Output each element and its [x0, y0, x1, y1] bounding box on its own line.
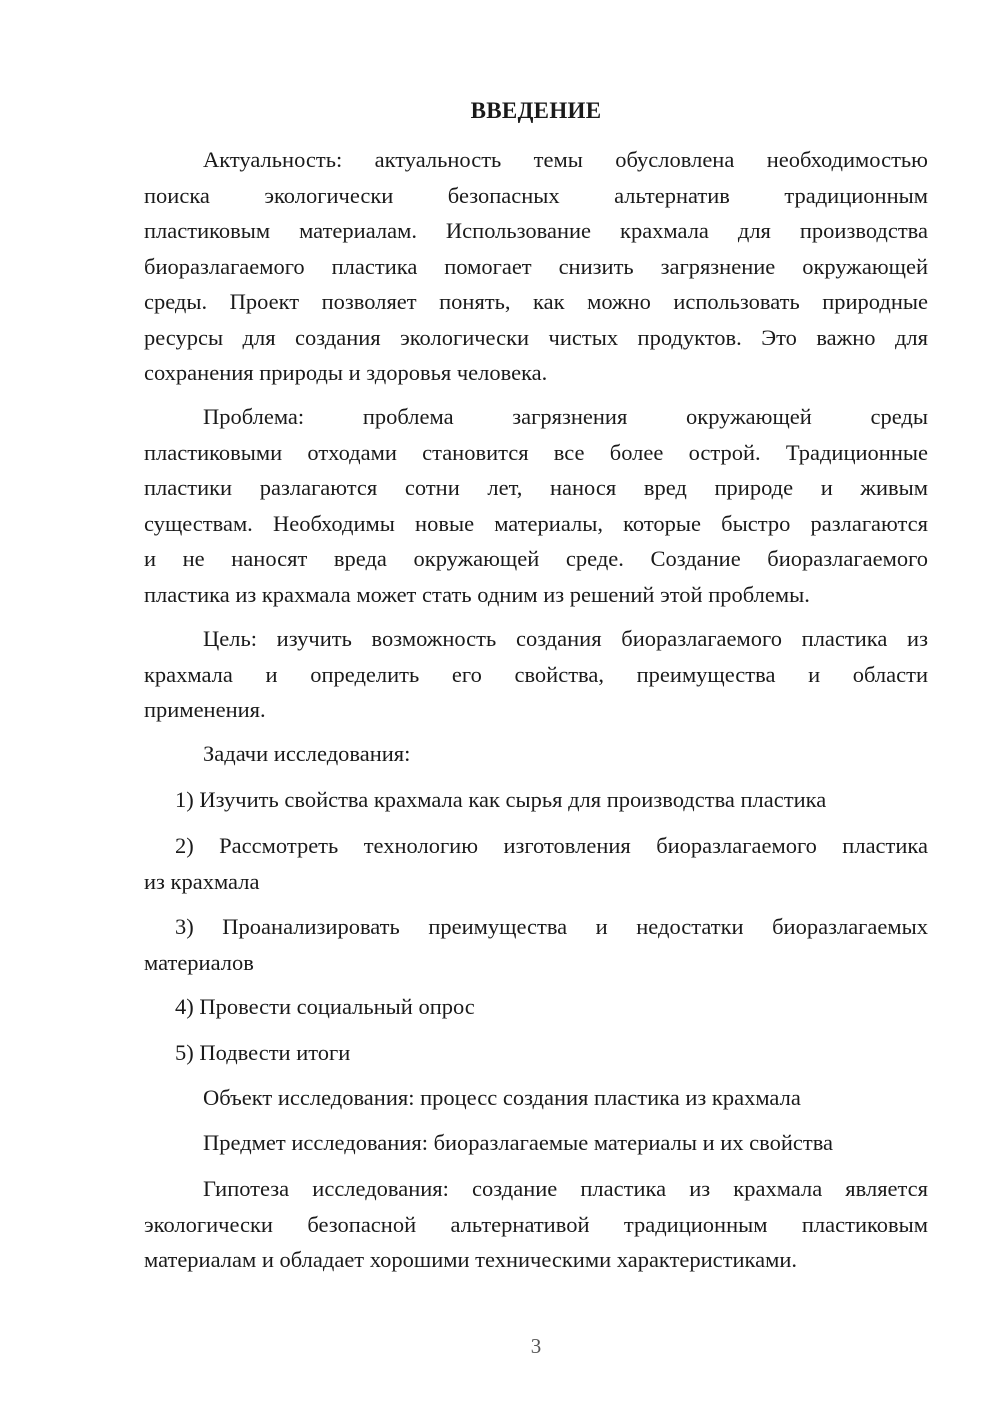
text-line: Цель: изучить возможность создания биоразлагаемого пластика из — [203, 626, 928, 651]
text-line: пластиковым материалам. Использование крахмала для производства — [144, 218, 928, 243]
text-line: 1) Изучить свойства крахмала как сырья для производства пластика — [175, 787, 827, 812]
task-item — [144, 909, 928, 980]
tasks-title — [144, 736, 928, 772]
text-line: экологически безопасной альтернативой традиционным пластиковым — [144, 1211, 928, 1237]
text-line: пластиковыми отходами становится все более острой. Традиционные — [144, 439, 928, 465]
text-line: 5) Подвести итоги — [175, 1040, 351, 1065]
text-line: крахмала и определить его свойства, преимущества и области — [144, 661, 928, 687]
text-line: 4) Провести социальный опрос — [175, 994, 475, 1019]
text-line: биоразлагаемого пластика помогает снизить загрязнение окружающей — [144, 253, 928, 279]
text-line: пластики разлагаются сотни лет, нанося вред природе и живым — [144, 475, 928, 500]
page-number: 3 — [530, 1334, 542, 1358]
text-line: 2) Рассмотреть технологию изготовления биоразлагаемого пластика — [175, 833, 928, 858]
relevance-paragraph — [144, 142, 928, 391]
hypothesis-paragraph — [144, 1171, 928, 1278]
text-line: Гипотеза исследования: создание пластика из крахмала является — [203, 1176, 928, 1201]
text-line: Предмет исследования: биоразлагаемые материалы и их свойства — [203, 1130, 834, 1155]
research-subject — [144, 1125, 928, 1161]
text-line: Объект исследования: процесс создания пластика из крахмала — [203, 1085, 801, 1110]
text-line: применения. — [144, 697, 266, 722]
text-line: ресурсы для создания экологически чистых продуктов. Это важно для — [144, 324, 928, 350]
text-line: и не наносят вреда окружающей среде. Создание биоразлагаемого — [144, 546, 928, 571]
text-line: Актуальность: актуальность темы обусловлена необходимостью — [203, 147, 928, 172]
goal-paragraph — [144, 621, 928, 728]
text-line: материалов — [144, 949, 254, 975]
task-item — [144, 828, 928, 899]
text-line: поиска экологически безопасных альтернатив традиционным — [144, 182, 928, 208]
task-item — [144, 989, 928, 1025]
task-item — [144, 782, 928, 818]
text-line: Проблема: проблема загрязнения окружающей среды — [203, 404, 928, 429]
text-line: среды. Проект позволяет понять, как можно использовать природные — [144, 289, 928, 314]
text-line: 3) Проанализировать преимущества и недостатки биоразлагаемых — [175, 914, 928, 939]
section-heading: ВВЕДЕНИЕ — [470, 98, 602, 123]
research-object — [144, 1080, 928, 1116]
problem-paragraph — [144, 399, 928, 612]
text-line: материалам и обладает хорошими техническими характеристиками. — [144, 1247, 798, 1272]
task-item — [144, 1035, 928, 1071]
text-line: пластика из крахмала может стать одним из решений этой проблемы. — [144, 581, 810, 607]
text-line: сохранения природы и здоровья человека. — [144, 360, 548, 385]
text-line: существам. Необходимы новые материалы, которые быстро разлагаются — [144, 510, 928, 536]
text-line: Задачи исследования: — [203, 741, 411, 766]
text-line: из крахмала — [144, 868, 260, 894]
